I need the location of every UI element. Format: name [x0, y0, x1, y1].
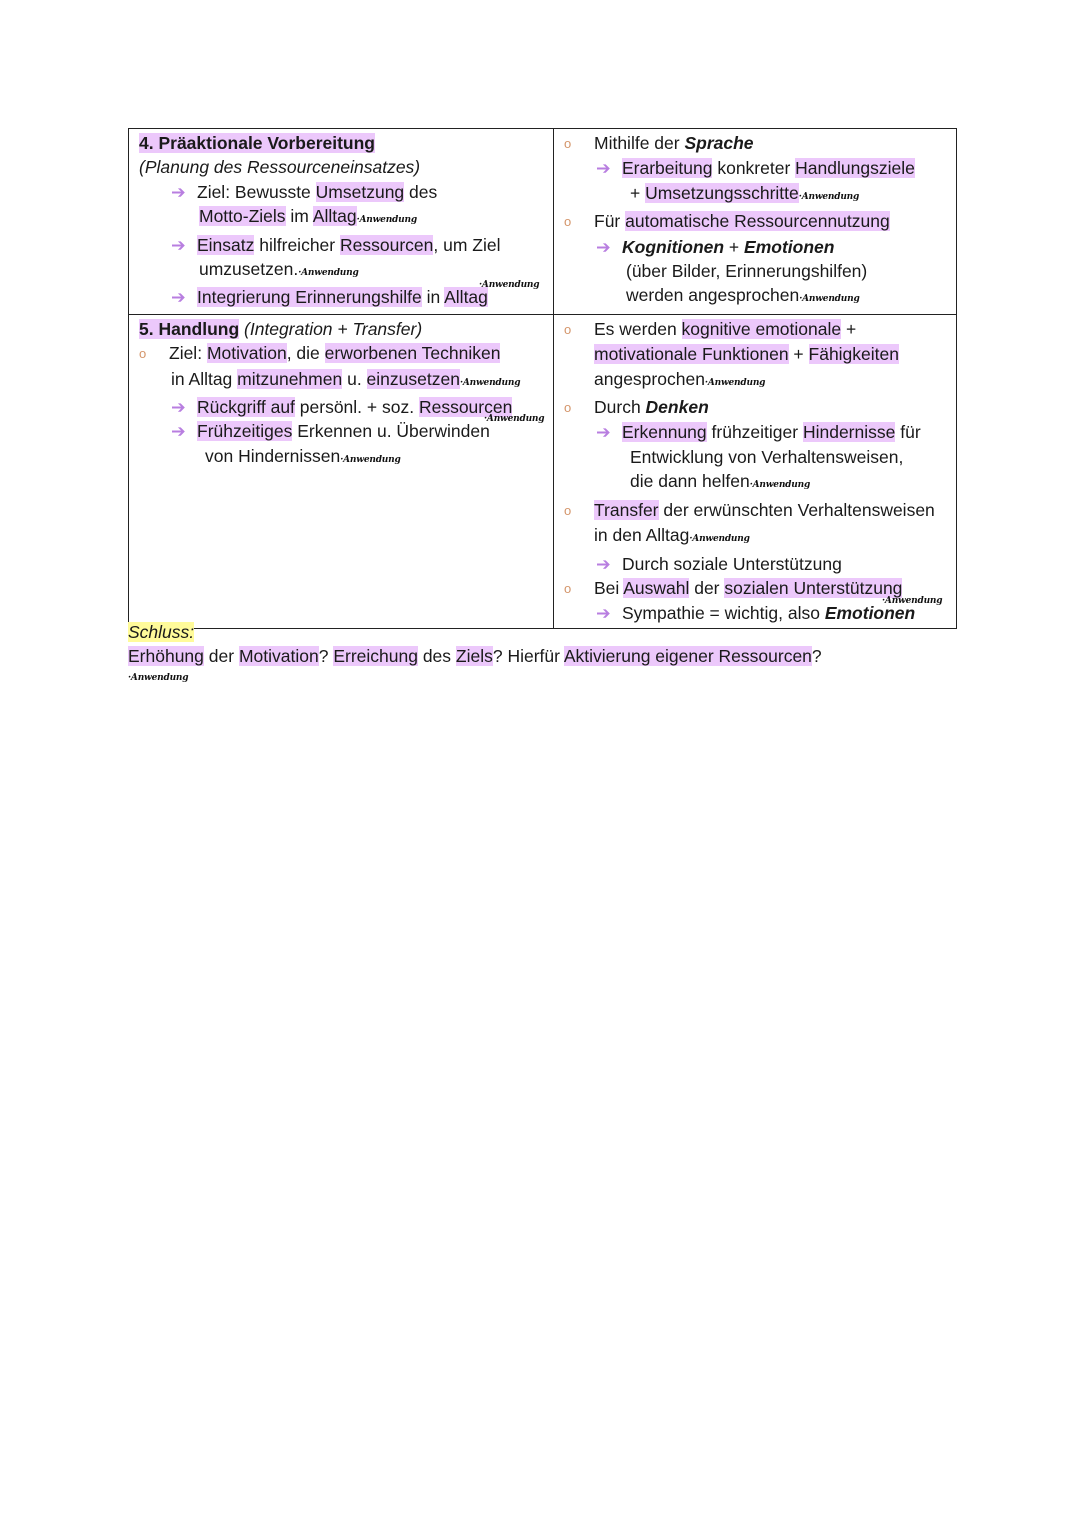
phase-4-subheading: (Planung des Ressourceneinsatzes): [139, 157, 421, 178]
list-item-continuation: motivationale Funktionen + Fähigkeiten: [594, 344, 899, 365]
handwritten-note: ·Anwendung: [356, 215, 417, 226]
list-item: ➔ Integrierung Erinnerungshilfe in Alltag ·Anwendung: [139, 285, 545, 309]
list-item-continuation: Motto-Ziels im Alltag·Anwendung: [199, 206, 417, 227]
conclusion-section: [128, 620, 822, 683]
bullet-circle-icon: o: [564, 502, 572, 518]
notes-table-wrapper: [128, 128, 957, 629]
bullet-circle-icon: o: [564, 214, 572, 230]
bullet-circle-icon: o: [139, 346, 147, 362]
handwritten-note: ·Anwendung: [128, 672, 189, 683]
arrow-right-icon: ➔: [596, 603, 611, 624]
handwritten-note: ·Anwendung: [340, 454, 401, 465]
arrow-right-icon: ➔: [171, 287, 186, 308]
bullet-circle-icon: o: [564, 136, 572, 151]
list-item: o Ziel: Motivation, die erworbenen Techniken: [139, 341, 545, 366]
list-item: o Bei Auswahl der sozialen Unterstützung: [564, 576, 948, 601]
handwritten-note: ·Anwendung: [479, 280, 540, 291]
list-item: ➔ Erarbeitung konkreter Handlungsziele: [564, 156, 948, 180]
list-item: o Durch Denken: [564, 395, 948, 420]
handwritten-note: ·Anwendung: [799, 294, 860, 305]
list-item: o Für automatische Ressourcennutzung: [564, 209, 948, 234]
list-item-continuation: die dann helfen·Anwendung: [630, 471, 811, 492]
arrow-right-icon: ➔: [596, 422, 611, 443]
handwritten-note: ·Anwendung: [459, 377, 521, 388]
handwritten-note: ·Anwendung: [484, 414, 545, 425]
list-item-continuation: werden angesprochen·Anwendung: [626, 285, 860, 306]
list-item: ➔ Sympathie = wichtig, also Emotionen ·Anwendung: [564, 601, 948, 625]
arrow-right-icon: ➔: [596, 553, 611, 574]
list-item: ➔ Frühzeitiges Erkennen u. Überwinden ·Anwendung: [139, 419, 545, 443]
list-item: o Mithilfe der Sprache: [564, 131, 948, 156]
list-item: ➔ Kognitionen + Emotionen: [564, 235, 948, 259]
table-row: [129, 129, 957, 315]
handwritten-note: ·Anwendung: [704, 377, 766, 388]
bullet-circle-icon: o: [564, 400, 572, 416]
list-item: o Transfer der erwünschten Verhaltensweisen: [564, 498, 948, 523]
list-item-continuation: (über Bilder, Erinnerungshilfen): [626, 261, 868, 282]
handwritten-note: ·Anwendung: [298, 268, 359, 279]
list-item: ➔ Einsatz hilfreicher Ressourcen, um Ziel: [139, 233, 545, 257]
cell-phase-5: [129, 314, 554, 628]
arrow-right-icon: ➔: [171, 234, 186, 255]
list-item-continuation: + Umsetzungsschritte·Anwendung: [630, 182, 860, 203]
list-item: ➔ Erkennung frühzeitiger Hindernisse für: [564, 420, 948, 444]
list-item: o Es werden kognitive emotionale +: [564, 317, 948, 342]
phase-4-heading: 4. Präaktionale Vorbereitung: [139, 133, 375, 153]
cell-phase-5-notes: [554, 314, 957, 628]
handwritten-note: ·Anwendung: [749, 480, 811, 491]
table-row: [129, 314, 957, 628]
handwritten-note: ·Anwendung: [882, 596, 943, 607]
list-item: ➔ Durch soziale Unterstützung: [564, 552, 948, 576]
list-item-continuation: umzusetzen.·Anwendung: [199, 259, 359, 280]
list-item-continuation: von Hindernissen·Anwendung: [205, 445, 401, 466]
bullet-circle-icon: o: [564, 580, 572, 596]
handwritten-note: ·Anwendung: [689, 534, 750, 545]
list-item: ➔ Rückgriff auf persönl. + soz. Ressourcen: [139, 395, 545, 419]
arrow-right-icon: ➔: [171, 397, 186, 418]
arrow-right-icon: ➔: [171, 421, 186, 442]
conclusion-title: Schluss:: [128, 622, 195, 642]
list-item: ➔ Ziel: Bewusste Umsetzung des: [139, 180, 545, 204]
list-item-continuation: in den Alltag·Anwendung: [594, 525, 750, 546]
handwritten-note: ·Anwendung: [798, 191, 860, 202]
conclusion-text: Erhöhung der Motivation? Erreichung des Ziels? Hierfür Aktivierung eigener Ressourcen?: [128, 646, 822, 667]
phase-5-heading: 5. Handlung: [139, 318, 240, 339]
notes-table: [128, 128, 957, 629]
arrow-right-icon: ➔: [596, 158, 611, 179]
list-item-continuation: in Alltag mitzunehmen u. einzusetzen·Anwendung: [171, 368, 521, 389]
bullet-circle-icon: o: [564, 321, 572, 337]
arrow-right-icon: ➔: [171, 181, 186, 202]
phase-5-heading-line: 5. Handlung (Integration + Transfer): [139, 318, 423, 339]
list-item-continuation: Entwicklung von Verhaltensweisen,: [630, 446, 904, 467]
cell-phase-4-notes: [554, 129, 957, 315]
list-item-continuation: angesprochen·Anwendung: [594, 368, 766, 389]
cell-phase-4: [129, 129, 554, 315]
arrow-right-icon: ➔: [596, 236, 611, 257]
